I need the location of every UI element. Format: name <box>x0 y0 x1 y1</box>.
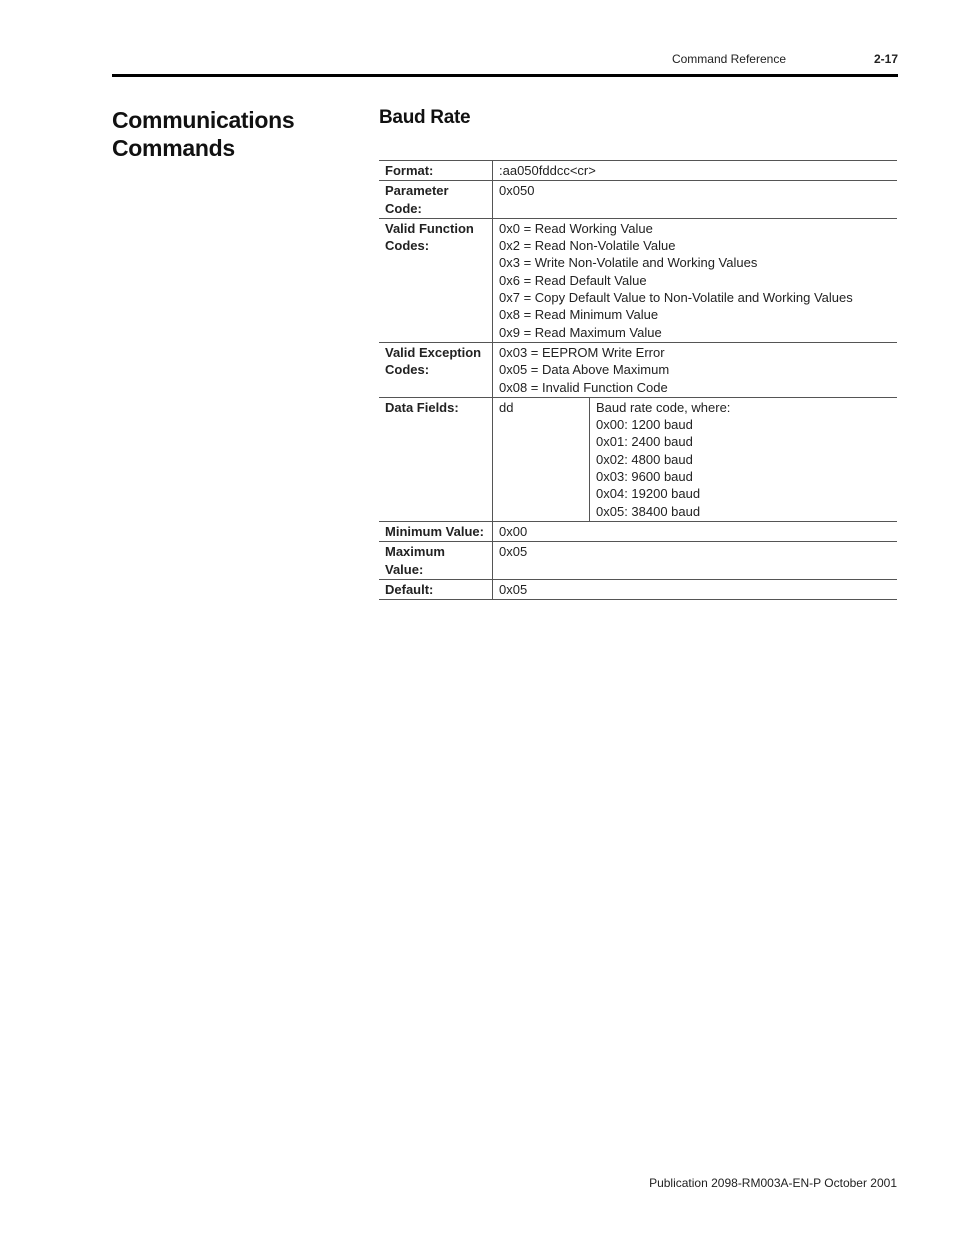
list-item: Baud rate code, where: <box>596 399 731 415</box>
row-label: Maximum Value: <box>379 542 493 580</box>
row-value: 0x05 <box>493 579 898 599</box>
row-label: Format: <box>379 161 493 181</box>
row-value-list <box>493 218 898 342</box>
row-value-list <box>493 342 898 397</box>
page-header <box>112 52 898 68</box>
row-label: Valid Exception Codes: <box>379 342 493 397</box>
row-label: Parameter Code: <box>379 181 493 219</box>
page-number: 2-17 <box>873 52 898 66</box>
chapter-title: Communications Commands <box>112 107 295 161</box>
table-row-default <box>379 579 897 599</box>
row-label: Data Fields: <box>379 397 493 521</box>
table-row-minimum-value <box>379 521 897 541</box>
row-value: 0x05 <box>493 542 898 580</box>
list-item: 0x3 = Write Non-Volatile and Working Values <box>499 255 758 271</box>
table-row-maximum-value <box>379 542 897 580</box>
list-item: 0x2 = Read Non-Volatile Value <box>499 238 676 254</box>
list-item: 0x0 = Read Working Value <box>499 220 653 236</box>
list-item: 0x9 = Read Maximum Value <box>499 324 662 340</box>
row-value: 0x00 <box>493 521 898 541</box>
list-item: 0x00: 1200 baud <box>596 417 693 433</box>
header-rule <box>112 74 898 77</box>
command-table <box>379 160 897 600</box>
subsection-title: Baud Rate <box>379 107 471 128</box>
row-value: 0x050 <box>493 181 898 219</box>
data-field-description <box>590 397 898 521</box>
list-item: 0x02: 4800 baud <box>596 451 693 467</box>
row-label: Default: <box>379 579 493 599</box>
row-label: Minimum Value: <box>379 521 493 541</box>
list-item: 0x08 = Invalid Function Code <box>499 379 668 395</box>
list-item: 0x05: 38400 baud <box>596 503 701 519</box>
header-section-title: Command Reference <box>671 52 786 66</box>
list-item: 0x8 = Read Minimum Value <box>499 307 659 323</box>
list-item: 0x05 = Data Above Maximum <box>499 362 670 378</box>
list-item: 0x7 = Copy Default Value to Non-Volatile and Working Values <box>499 290 853 306</box>
list-item: 0x6 = Read Default Value <box>499 272 647 288</box>
page-footer: Publication 2098-RM003A-EN-P October 2001 <box>649 1176 897 1190</box>
table-row-data-fields <box>379 397 897 521</box>
table-row-valid-function-codes <box>379 218 897 342</box>
row-label: Valid Function Codes: <box>379 218 493 342</box>
list-item: 0x03 = EEPROM Write Error <box>499 344 665 360</box>
list-item: 0x01: 2400 baud <box>596 434 693 450</box>
data-field-name: dd <box>493 397 590 521</box>
table-row-valid-exception-codes <box>379 342 897 397</box>
list-item: 0x03: 9600 baud <box>596 469 693 485</box>
table-row-format <box>379 161 897 181</box>
list-item: 0x04: 19200 baud <box>596 486 701 502</box>
row-value: :aa050fddcc<cr> <box>493 161 898 181</box>
table-row-parameter-code <box>379 181 897 219</box>
